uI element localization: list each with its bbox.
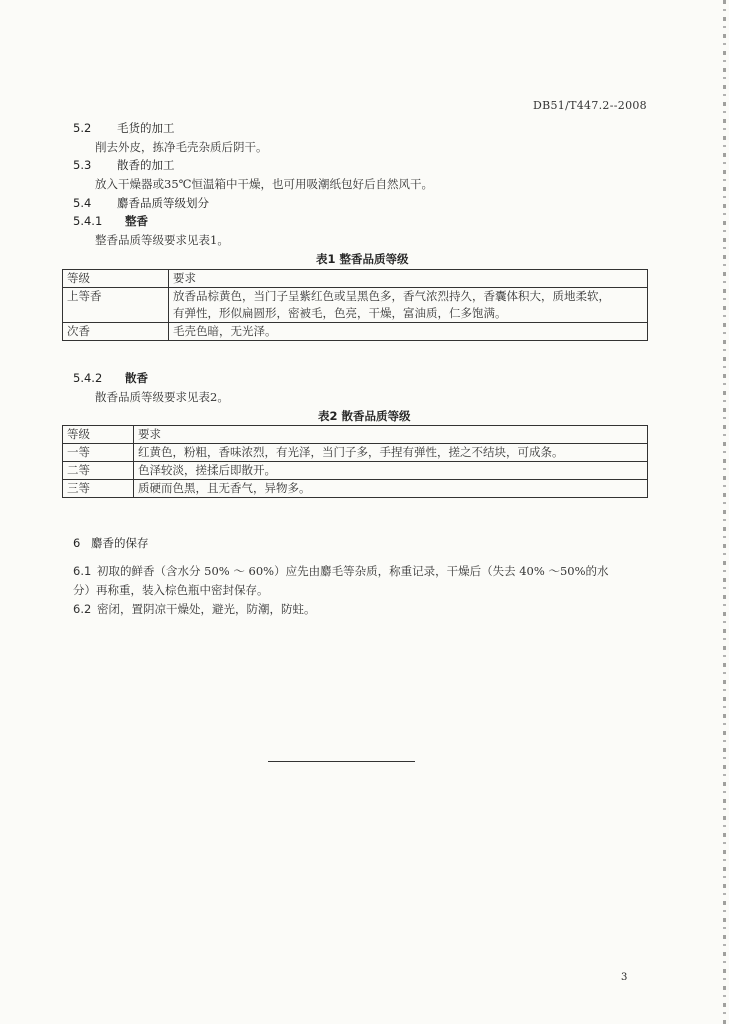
- item-text: 密闭，置阴凉干燥处，避光，防潮，防蛀。: [97, 602, 316, 616]
- section-6-2-line: [73, 601, 316, 617]
- table-row: [63, 462, 648, 480]
- section-number: 6: [73, 536, 81, 550]
- section-5-4-2-body: 散香品质等级要求见表2。: [95, 390, 229, 404]
- requirement-line: 放香品棕黄色，当门子呈紫红色或呈黑色多，香气浓烈持久，香囊体积大，质地柔软，: [173, 289, 610, 303]
- section-6-1-continuation: 分）再称重，装入棕色瓶中密封保存。: [73, 583, 269, 597]
- requirement-cell: 毛壳色暗，无光泽。: [169, 323, 648, 341]
- section-title: 麝香品质等级划分: [117, 196, 209, 210]
- section-5-2-body: 削去外皮，拣净毛壳杂质后阴干。: [95, 140, 268, 154]
- section-title: 整香: [125, 214, 148, 228]
- requirement-line: 有弹性，形似扁圆形，密被毛，色亮，干燥，富油质，仁多饱满。: [173, 306, 507, 320]
- table-row: [63, 323, 648, 341]
- section-title: 散香: [125, 371, 148, 385]
- requirement-cell: 色泽较淡，搓揉后即散开。: [134, 462, 648, 480]
- item-text: 初取的鲜香（含水分 50% ～ 60%）应先由麝毛等杂质，称重记录，干燥后（失去 40% ～50%的水: [97, 564, 609, 578]
- section-5-4-heading: [73, 195, 209, 211]
- table-1-caption: 表1 整香品质等级: [316, 252, 409, 266]
- table-row: [63, 444, 648, 462]
- section-5-4-1-heading: [73, 213, 148, 229]
- table-header-row: [63, 270, 648, 288]
- grade-cell: 上等香: [63, 288, 169, 323]
- section-title: 散香的加工: [117, 158, 175, 172]
- end-of-document-rule: [268, 761, 415, 762]
- table-row: [63, 288, 648, 323]
- document-code: DB51/T447.2--2008: [533, 99, 647, 112]
- scan-edge-marks: [723, 0, 726, 1024]
- requirement-cell: [169, 288, 648, 323]
- header-cell-requirement: 要求: [134, 426, 648, 444]
- table-2-caption: 表2 散香品质等级: [318, 409, 411, 423]
- section-number: 5.3: [73, 158, 92, 172]
- section-number: 5.4.2: [73, 371, 103, 385]
- section-number: 5.2: [73, 121, 92, 135]
- grade-cell: 二等: [63, 462, 134, 480]
- header-cell-grade: 等级: [63, 270, 169, 288]
- section-5-3-body: 放入干燥器或35℃恒温箱中干燥，也可用吸潮纸包好后自然风干。: [95, 177, 433, 191]
- requirement-cell: 质硬而色黑，且无香气，异物多。: [134, 480, 648, 498]
- section-number: 5.4: [73, 196, 92, 210]
- requirement-cell: 红黄色，粉粗，香味浓烈，有光泽，当门子多，手捏有弹性，搓之不结块，可成条。: [134, 444, 648, 462]
- table-row: [63, 480, 648, 498]
- table-2: [62, 425, 648, 498]
- item-number: 6.1: [73, 564, 92, 578]
- section-5-3-heading: [73, 157, 175, 173]
- grade-cell: 一等: [63, 444, 134, 462]
- section-title: 毛货的加工: [117, 121, 175, 135]
- header-cell-grade: 等级: [63, 426, 134, 444]
- item-number: 6.2: [73, 602, 92, 616]
- header-cell-requirement: 要求: [169, 270, 648, 288]
- section-5-4-1-body: 整香品质等级要求见表1。: [95, 233, 229, 247]
- section-number: 5.4.1: [73, 214, 103, 228]
- table-header-row: [63, 426, 648, 444]
- section-5-4-2-heading: [73, 370, 148, 386]
- table-1: [62, 269, 648, 341]
- grade-cell: 三等: [63, 480, 134, 498]
- section-5-2-heading: [73, 120, 175, 136]
- grade-cell: 次香: [63, 323, 169, 341]
- section-6-heading: [73, 535, 149, 551]
- section-6-1-line: [73, 563, 609, 579]
- page-number: 3: [621, 972, 628, 983]
- section-title: 麝香的保存: [91, 536, 149, 550]
